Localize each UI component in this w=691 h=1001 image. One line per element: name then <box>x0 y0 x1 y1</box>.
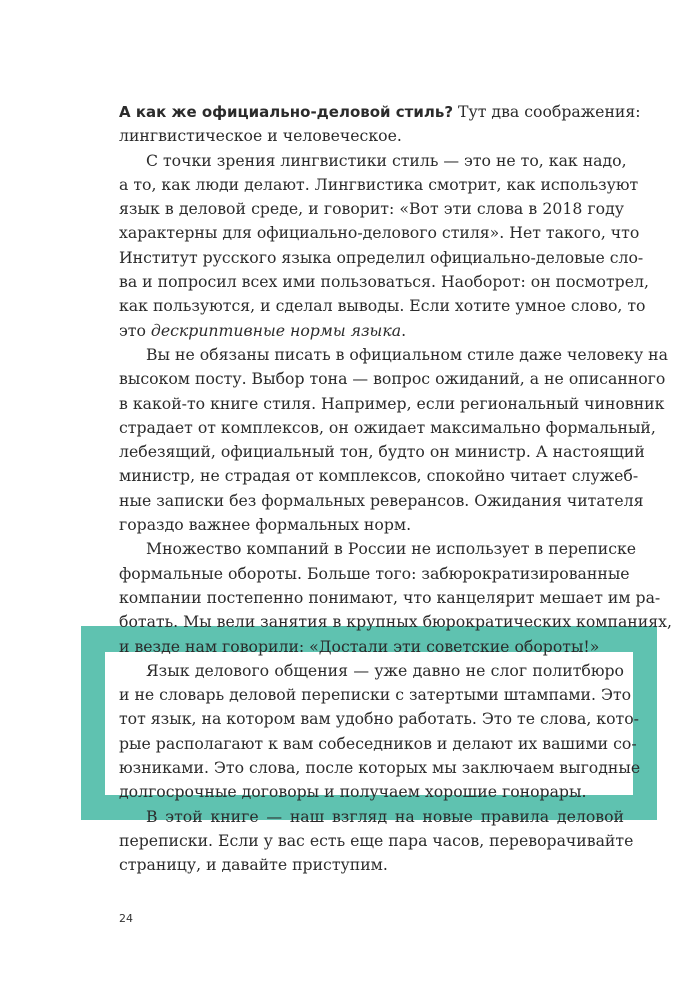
text-line: юзниками. Это слова, после которых мы заключаем выгодные <box>119 758 641 778</box>
paragraph-outro <box>119 805 634 878</box>
text-line: ботать. Мы вели занятия в крупных бюрократических компаниях, <box>119 612 672 632</box>
text-line: высоком посту. Выбор тона — вопрос ожиданий, а не описанного <box>119 369 666 389</box>
text-line: а то, как люди делают. Лингвистика смотрит, как используют <box>119 174 639 194</box>
text-line: долгосрочные договоры и получаем хорошие гонорары. <box>119 782 587 802</box>
text-line: ва и попросил всех ими пользоваться. Наоборот: он посмотрел, <box>119 272 649 292</box>
text-line: А как же официально-деловой стиль? Тут два соображения: <box>119 102 641 121</box>
text-line: В этой книге — наш взгляд на новые правила деловой <box>146 806 624 826</box>
text-line: ные записки без формальных реверансов. Ожидания читателя <box>119 490 644 510</box>
paragraph-tone <box>119 343 668 537</box>
question-heading: А как же официально-деловой стиль? <box>119 103 454 121</box>
text-line: Институт русского языка определил официально-деловые сло- <box>119 247 644 267</box>
text-line: компании постепенно понимают, что канцелярит мешает им ра- <box>119 587 661 607</box>
text-line: переписки. Если у вас есть еще пара часов, переворачивайте <box>119 830 634 850</box>
text-line: и не словарь деловой переписки с затертыми штампами. Это <box>119 685 632 705</box>
text-line: в какой-то книге стиля. Например, если региональный чиновник <box>119 393 665 413</box>
text-line: Множество компаний в России не использует в переписке <box>146 539 637 559</box>
text-line: тот язык, на котором вам удобно работать. Это те слова, кото- <box>119 709 639 729</box>
paragraph-linguistics <box>119 149 649 343</box>
text-line: как пользуются, и сделал выводы. Если хотите умное слово, то <box>119 296 646 316</box>
text-line: формальные обороты. Больше того: забюрократизированные <box>119 563 630 583</box>
text-line: Вы не обязаны писать в официальном стиле даже человеку на <box>146 344 668 364</box>
text-line: это дескриптивные нормы языка. <box>119 320 407 340</box>
italic-term: дескриптивные нормы языка <box>150 320 402 340</box>
body-text <box>119 100 672 878</box>
text-line: рые располагают к вам собеседников и делают их вашими со- <box>119 733 637 753</box>
text-line: страдает от комплексов, он ожидает максимально формальный, <box>119 417 656 437</box>
text-line: и везде нам говорили: «Достали эти советские обороты!» <box>119 636 600 656</box>
text-line: характерны для официально-делового стиля». Нет такого, что <box>119 223 640 243</box>
paragraph-language <box>119 659 641 805</box>
text-line: гораздо важнее формальных норм. <box>119 515 412 535</box>
text-line: С точки зрения лингвистики стиль — это не то, как надо, <box>146 150 627 170</box>
text-line: Язык делового общения — уже давно не слог политбюро <box>146 660 624 680</box>
paragraph-companies <box>119 537 672 658</box>
text-line: лебезящий, официальный тон, будто он министр. А настоящий <box>119 442 645 462</box>
text-line: язык в деловой среде, и говорит: «Вот эти слова в 2018 году <box>119 199 624 219</box>
page-number: 24 <box>119 912 133 925</box>
text-line: страницу, и давайте приступим. <box>119 855 388 875</box>
text-line: лингвистическое и человеческое. <box>119 126 402 146</box>
text-line: министр, не страдая от комплексов, спокойно читает служеб- <box>119 466 639 486</box>
paragraph-intro <box>119 100 641 149</box>
